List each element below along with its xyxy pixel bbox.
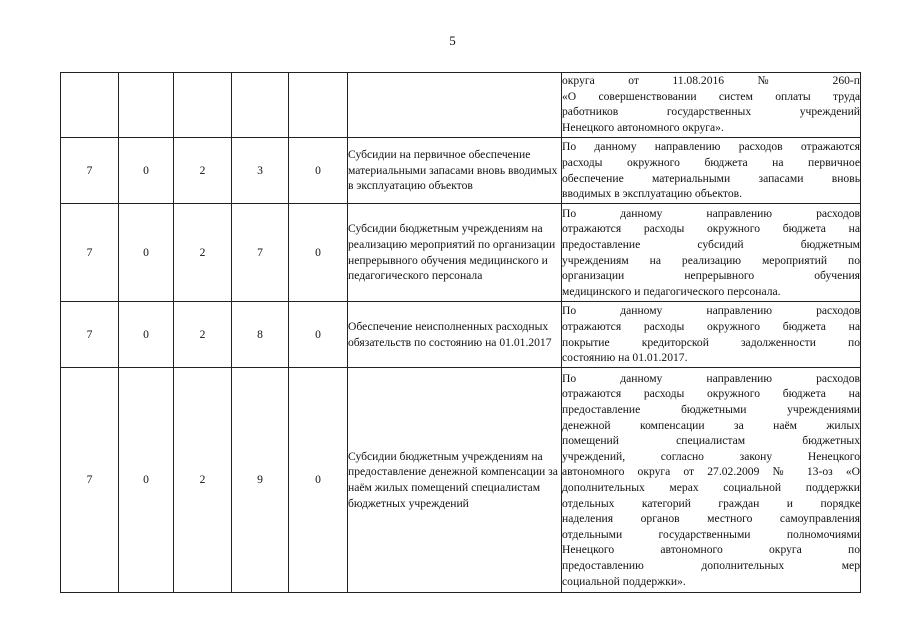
description-line: отдельных категорий граждан и порядке xyxy=(562,496,860,510)
code-digit-cell: 0 xyxy=(289,302,348,368)
code-digit-cell xyxy=(289,73,348,138)
code-digit-cell xyxy=(61,73,119,138)
code-digit-cell: 8 xyxy=(232,302,289,368)
description-line: работников государственных учреждений xyxy=(562,105,860,119)
description-line: наделения органов местного самоуправления xyxy=(562,512,860,526)
code-digit-cell: 0 xyxy=(289,368,348,593)
table-row xyxy=(61,368,861,593)
expense-name-cell: Субсидии бюджетным учреждениям на реализацию мероприятий по организации непрерывного обучения медицинского и педагогического персонала xyxy=(348,204,562,302)
description-line: округа от 11.08.2016 № 260-п xyxy=(562,74,860,87)
description-line: обеспечение материальными запасами вновь xyxy=(562,171,860,185)
expense-name-cell: Субсидии на первичное обеспечение материальными запасами вновь вводимых в эксплуатацию объектов xyxy=(348,138,562,204)
code-digit-cell: 0 xyxy=(119,204,174,302)
description-line: отражаются расходы окружного бюджета на xyxy=(562,222,860,236)
description-line: По данному направлению расходов xyxy=(562,304,860,318)
description-line: По данному направлению расходов отражаются xyxy=(562,140,860,154)
description-line: организации непрерывного обучения xyxy=(562,269,860,283)
code-digit-cell: 9 xyxy=(232,368,289,593)
code-digit-cell: 2 xyxy=(174,368,232,593)
code-digit-cell: 7 xyxy=(61,368,119,593)
description-line: Ненецкого автономного округа по xyxy=(562,543,860,557)
table-row xyxy=(61,302,861,368)
description-line: предоставлению дополнительных мер xyxy=(562,558,860,572)
description-line: денежной компенсации за наём жилых xyxy=(562,418,860,432)
expense-description-cell xyxy=(562,302,861,368)
page-number: 5 xyxy=(449,33,456,48)
description-line: По данному направлению расходов xyxy=(562,371,860,385)
code-digit-cell xyxy=(174,73,232,138)
description-line: отражаются расходы окружного бюджета на xyxy=(562,319,860,333)
code-digit-cell: 3 xyxy=(232,138,289,204)
table-row xyxy=(61,73,861,138)
description-line: предоставление субсидий бюджетным xyxy=(562,237,860,251)
description-line: автономного округа от 27.02.2009 № 13-оз «О xyxy=(562,465,860,479)
code-digit-cell: 2 xyxy=(174,302,232,368)
code-digit-cell: 7 xyxy=(61,302,119,368)
expense-description-cell xyxy=(562,73,861,138)
code-digit-cell xyxy=(119,73,174,138)
expense-name-cell: Субсидии бюджетным учреждениям на предоставление денежной компенсации за наём жилых помещений специалистам бюджетных учреждений xyxy=(348,368,562,593)
code-digit-cell: 0 xyxy=(289,204,348,302)
description-line: медицинского и педагогического персонала. xyxy=(562,284,781,298)
description-line: состоянию на 01.01.2017. xyxy=(562,351,688,365)
description-line: вводимых в эксплуатацию объектов. xyxy=(562,187,743,201)
expense-name-cell xyxy=(348,73,562,138)
description-line: По данному направлению расходов xyxy=(562,206,860,220)
description-line: социальной поддержки». xyxy=(562,574,686,588)
code-digit-cell: 0 xyxy=(119,302,174,368)
code-digit-cell: 0 xyxy=(289,138,348,204)
code-digit-cell: 7 xyxy=(232,204,289,302)
expense-description-cell xyxy=(562,368,861,593)
description-line: отражаются расходы окружного бюджета на xyxy=(562,387,860,401)
description-line: учреждений, согласно закону Ненецкого xyxy=(562,449,860,463)
expense-description-cell xyxy=(562,204,861,302)
expense-description-cell xyxy=(562,138,861,204)
description-line: помещений специалистам бюджетных xyxy=(562,434,860,448)
description-line: Ненецкого автономного округа». xyxy=(562,120,724,134)
table-row xyxy=(61,204,861,302)
description-line: «О совершенствовании систем оплаты труда xyxy=(562,89,860,103)
description-line: дополнительных мерах социальной поддержки xyxy=(562,481,860,494)
code-digit-cell: 7 xyxy=(61,138,119,204)
table-row xyxy=(61,138,861,204)
code-digit-cell: 2 xyxy=(174,204,232,302)
code-digit-cell xyxy=(232,73,289,138)
budget-classification-table xyxy=(60,72,861,593)
description-line: расходы окружного бюджета на первичное xyxy=(562,155,860,169)
code-digit-cell: 2 xyxy=(174,138,232,204)
description-line: учреждениям на реализацию мероприятий по xyxy=(562,253,860,267)
code-digit-cell: 0 xyxy=(119,368,174,593)
code-digit-cell: 0 xyxy=(119,138,174,204)
expense-name-cell: Обеспечение неисполненных расходных обязательств по состоянию на 01.01.2017 xyxy=(348,302,562,368)
description-line: предоставление бюджетными учреждениями xyxy=(562,403,860,417)
description-line: покрытие кредиторской задолженности по xyxy=(562,335,860,349)
description-line: отдельными государственными полномочиями xyxy=(562,527,860,541)
code-digit-cell: 7 xyxy=(61,204,119,302)
